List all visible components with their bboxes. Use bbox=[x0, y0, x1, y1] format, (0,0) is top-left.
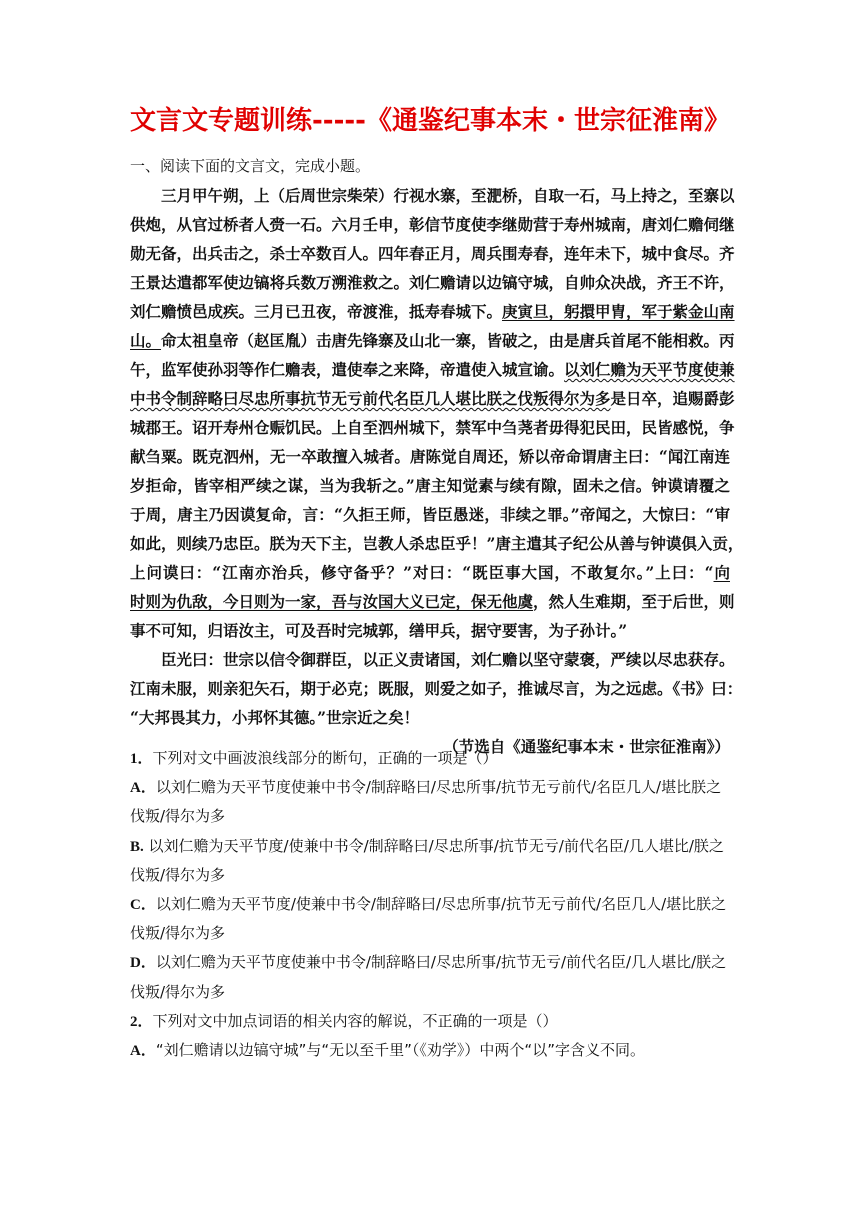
passage-line: 岁拒命，皆宰相严续之谋，当为我斩之。”唐主知觉素与续有隙，固未之信。钟谟请覆之 bbox=[130, 476, 730, 495]
passage-line: 勋无备，出兵击之，杀士卒数百人。四年春正月，周兵围寿春，连年未下，城中食尽。齐 bbox=[130, 244, 735, 263]
page-title: 文言文专题训练-----《通鉴纪事本末・世宗征淮南》 bbox=[130, 106, 730, 136]
option-a bbox=[130, 1036, 730, 1065]
section-heading: 一、阅读下面的文言文，完成小题。 bbox=[130, 157, 371, 175]
question-1-stem bbox=[130, 744, 730, 773]
option-d bbox=[130, 948, 730, 977]
passage-text: 是日卒，追赐爵彭 bbox=[610, 389, 735, 408]
passage-line: 如此，则续乃忠臣。朕为天下主，岂教人杀忠臣乎！”唐主遣其子纪公从善与钟谟俱入贡， bbox=[130, 534, 744, 553]
passage-text: ，然人生难期，至于后世，则 bbox=[533, 592, 735, 611]
option-text: “刘仁赡请以边镐守城”与“无以至千里”（《劝学》）中两个“以”字含义不同。 bbox=[155, 1040, 645, 1059]
classical-passage bbox=[130, 181, 744, 761]
passage-line: 城郡王。诏开寿州仓赈饥民。上自至泗州城下，禁军中刍荛者毋得犯民田，民皆感悦，争 bbox=[130, 418, 735, 437]
passage-line bbox=[130, 297, 735, 326]
question-text: 下列对文中加点词语的相关内容的解说，不正确的一项是（） bbox=[152, 1011, 558, 1030]
question-text: 下列对文中画波浪线部分的断句，正确的一项是（） bbox=[152, 749, 498, 767]
passage-line: 江南未服，则亲犯矢石，期于必克；既服，则爱之如子，推诚尽言，为之远虑。《书》曰： bbox=[130, 679, 743, 698]
option-b-continued: 伐叛/得尔为多 bbox=[130, 865, 226, 884]
passage-source: （节选自《通鉴纪事本末・世宗征淮南》） bbox=[443, 737, 730, 756]
question-number: 2． bbox=[130, 1013, 153, 1030]
underlined-sentence: 向 bbox=[713, 563, 730, 582]
question-number: 1． bbox=[130, 751, 153, 767]
passage-line: 王景达遣都军使边镐将兵数万溯淮救之。刘仁赡请以边镐守城，自帅众决战，齐王不许， bbox=[130, 273, 735, 292]
option-a bbox=[130, 773, 730, 802]
option-label: B. bbox=[130, 838, 144, 855]
wavy-underlined-sentence-end: 中书令制辞略曰尽忠所事抗节无亏前代名臣几人堪比朕之伐叛得尔为多 bbox=[130, 389, 611, 408]
passage-line: 于周，唐主乃因谟复命，言：“久拒王师，皆臣愚迷，非续之罪。”帝闻之，大惊曰：“审 bbox=[130, 505, 730, 524]
passage-line: 三月甲午朔，上（后周世宗柴荣）行视水寨，至淝桥，自取一石，马上持之，至寨以 bbox=[161, 186, 735, 205]
question-2-stem bbox=[130, 1007, 730, 1036]
passage-line: 供炮，从官过桥者人赍一石。六月壬申，彰信节度使李继勋营于寿州城南，唐刘仁赡伺继 bbox=[130, 215, 735, 234]
option-text: 以刘仁赡为天平节度/使兼中书令/制辞略曰/尽忠所事/抗节无亏/前代名臣/几人堪比/朕之 bbox=[148, 836, 724, 855]
wavy-underlined-sentence: 以刘仁赡为天平节度使兼 bbox=[564, 360, 735, 379]
option-text: 以刘仁赡为天平节度使兼中书令/制辞略曰/尽忠所事/抗节无亏/前代名臣/几人堪比/朕之 bbox=[155, 953, 727, 972]
option-c bbox=[130, 890, 730, 919]
passage-text: 刘仁赡愤邑成疾。三月已丑夜，帝渡淮，抵寿春城下。 bbox=[130, 302, 503, 321]
passage-line: 臣光曰：世宗以信令御群臣，以正义责诸国，刘仁赡以坚守蒙褒，严续以尽忠获存。 bbox=[161, 650, 735, 669]
passage-line: “大邦畏其力，小邦怀其德。”世宗近之矣！ bbox=[130, 708, 420, 727]
option-label: A． bbox=[130, 1042, 156, 1059]
option-label: A． bbox=[130, 780, 156, 797]
underlined-sentence-end: 山。 bbox=[130, 331, 162, 350]
option-a-continued: 伐叛/得尔为多 bbox=[130, 807, 226, 826]
question-list bbox=[130, 744, 730, 1065]
passage-text: 命太祖皇帝（赵匡胤）击唐先锋寨及山北一寨，皆破之，由是唐兵首尾不能相救。丙 bbox=[161, 331, 735, 350]
passage-line bbox=[130, 326, 735, 355]
passage-text: 午，监军使孙羽等作仁赡表，遣使奉之来降，帝遣使入城宣谕。 bbox=[130, 360, 565, 379]
option-label: C． bbox=[130, 896, 156, 913]
passage-line: 献刍粟。既克泗州，无一卒敢擅入城者。唐陈觉自周还，矫以帝命谓唐主曰：“闻江南连 bbox=[130, 447, 730, 466]
passage-line: 事不可知，归语汝主，可及吾时完城郭，缮甲兵，据守要害，为子孙计。” bbox=[130, 621, 628, 640]
option-d-continued: 伐叛/得尔为多 bbox=[130, 982, 226, 1001]
option-text: 以刘仁赡为天平节度使兼中书令/制辞略曰/尽忠所事/抗节无亏前代/名臣几人/堪比朕之 bbox=[155, 778, 722, 797]
passage-line bbox=[130, 558, 730, 587]
option-text: 以刘仁赡为天平节度/使兼中书令/制辞略曰/尽忠所事/抗节无亏前代/名臣几人/堪比朕之 bbox=[155, 894, 727, 913]
underlined-sentence-end: 时则为仇敌，今日则为一家，吾与汝国大义已定，保无他虞 bbox=[130, 592, 534, 611]
passage-line bbox=[130, 355, 735, 384]
option-c-continued: 伐叛/得尔为多 bbox=[130, 924, 226, 943]
option-label: D． bbox=[130, 955, 156, 972]
passage-text: 上问谟曰：“江南亦治兵，修守备乎？”对曰：“既臣事大国，不敢复尔。”上曰：“ bbox=[130, 563, 714, 582]
underlined-sentence: 庚寅旦，躬擐甲胄，军于紫金山南 bbox=[502, 302, 735, 321]
option-b bbox=[130, 832, 730, 861]
passage-line bbox=[130, 384, 735, 413]
passage-line bbox=[130, 587, 735, 616]
